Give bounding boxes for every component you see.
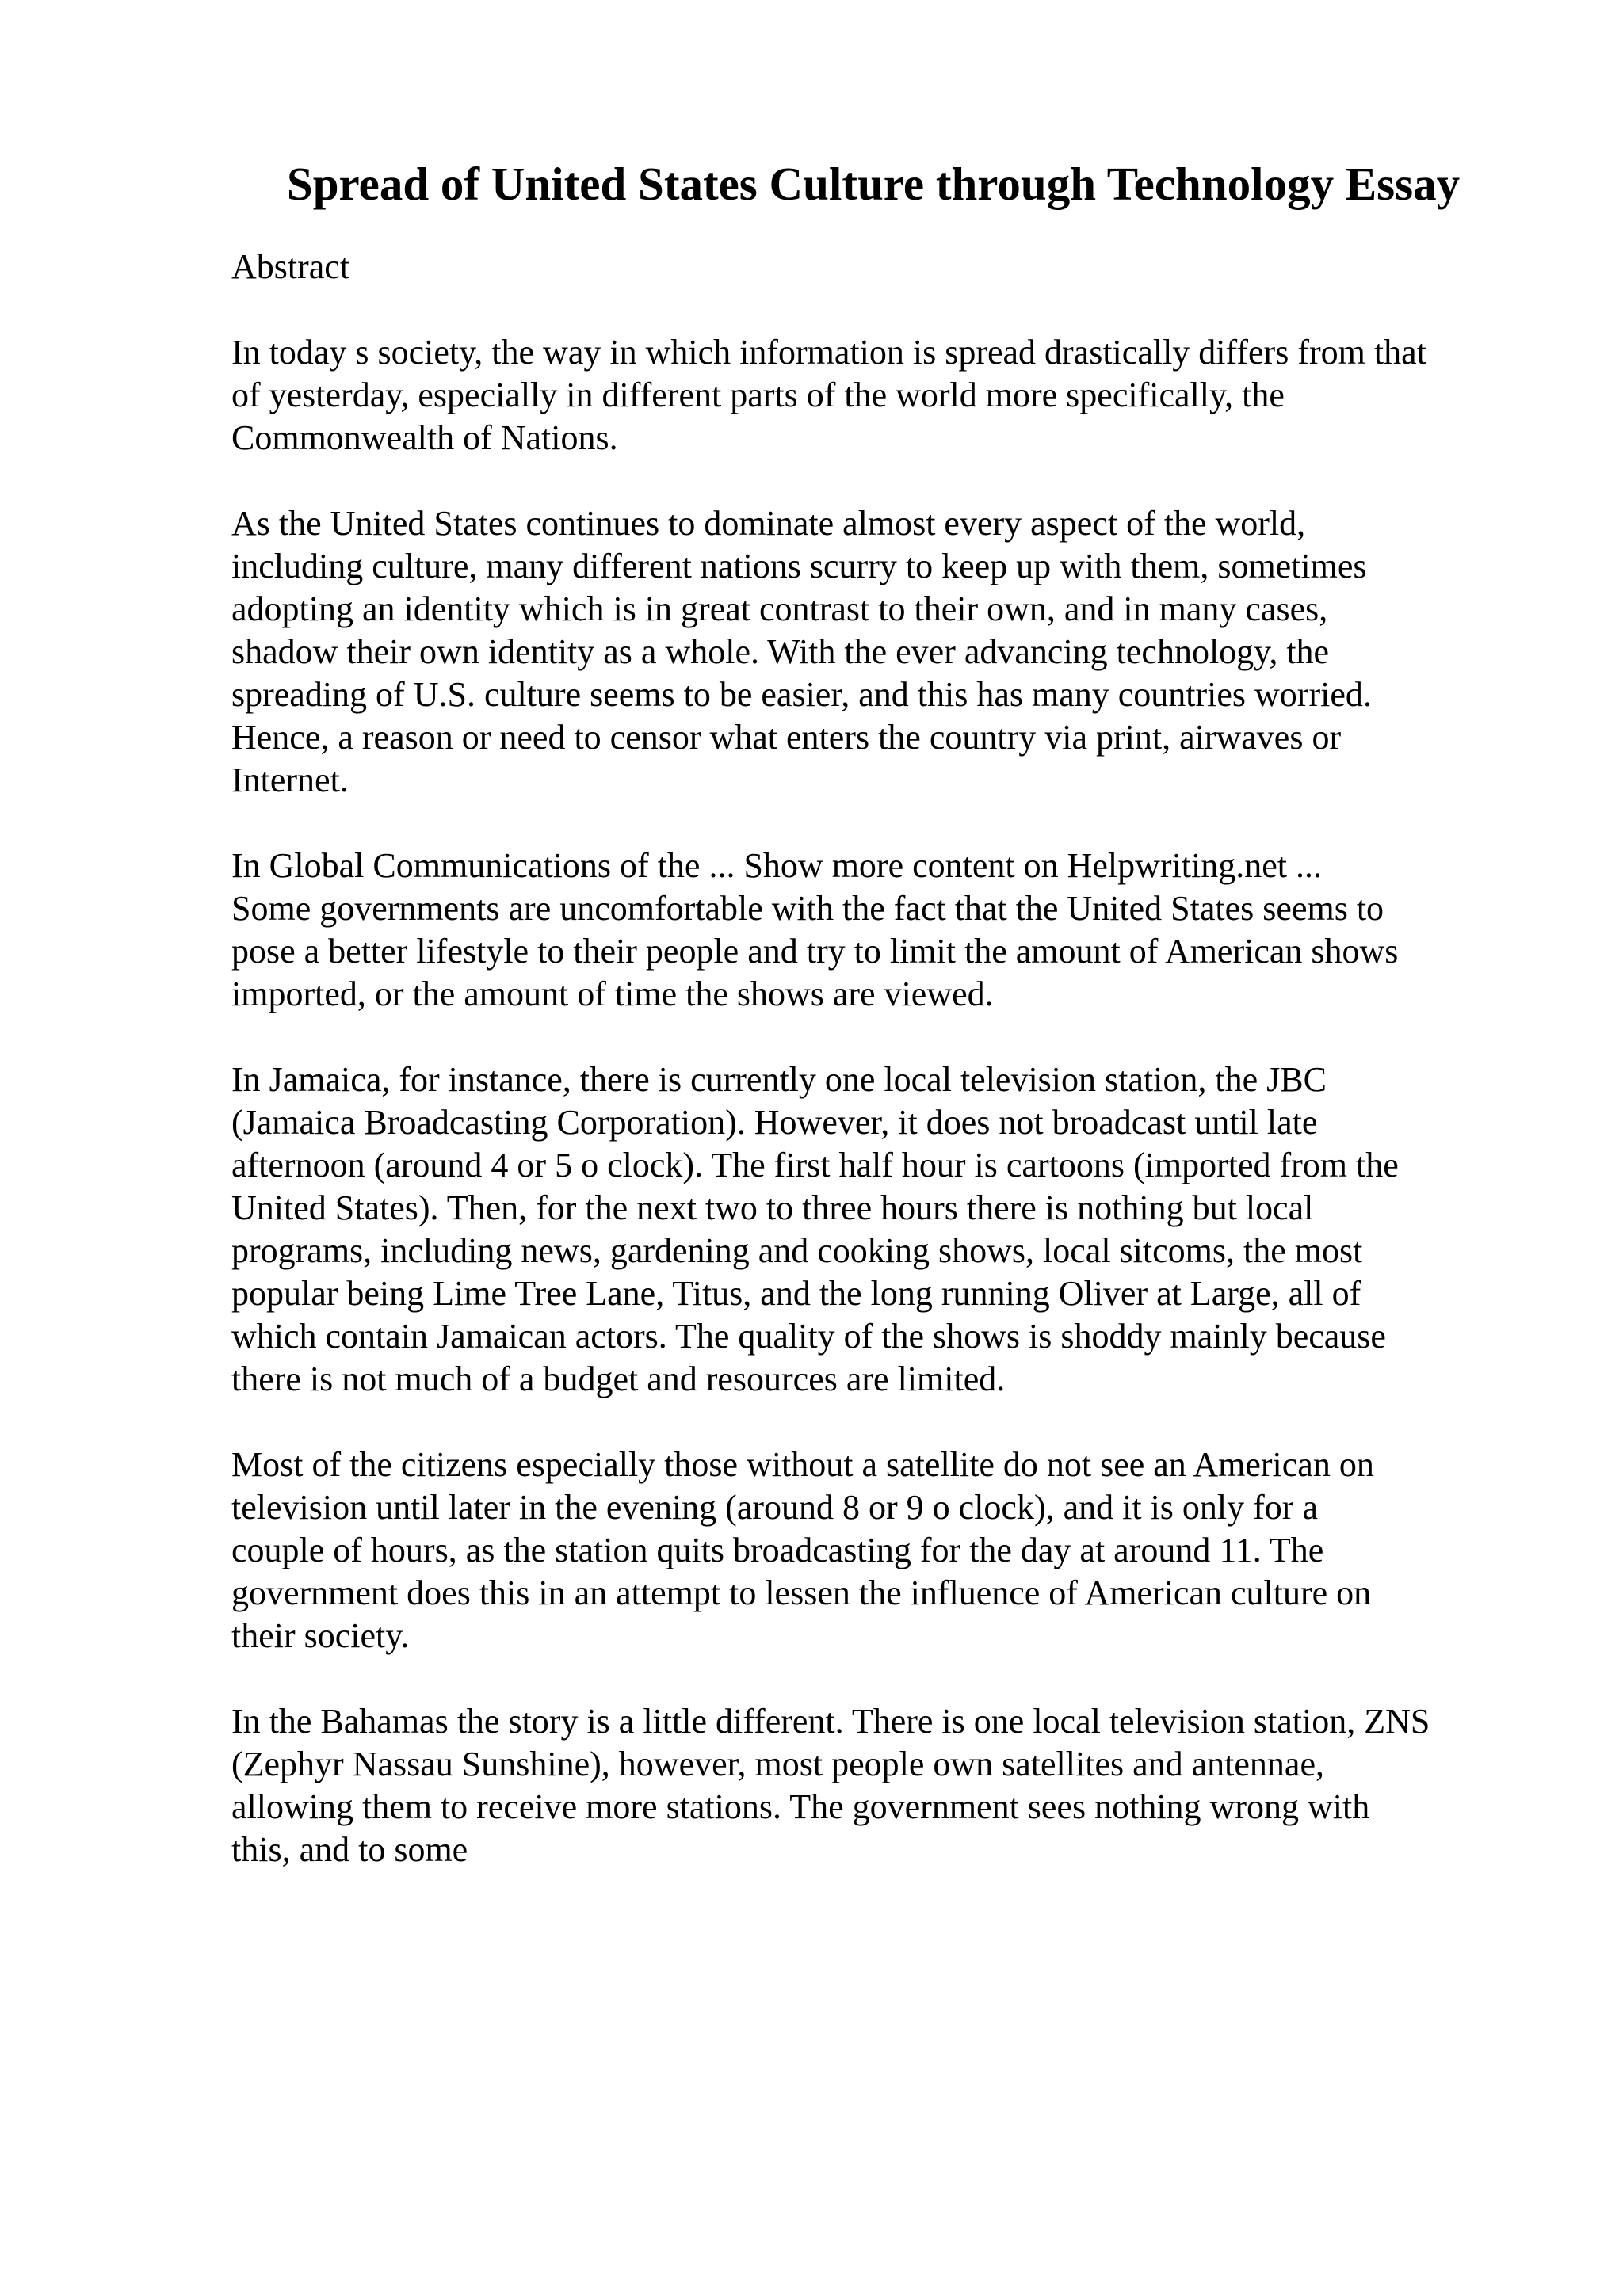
document-title: Spread of United States Culture through Technology Essay xyxy=(286,158,1461,210)
text-line: As the United States continues to dominate almost every aspect of the world, xyxy=(231,504,1306,543)
text-line: their society. xyxy=(231,1616,410,1655)
paragraph-bahamas xyxy=(231,1700,1430,1871)
text-line: television until later in the evening (around 8 or 9 o clock), and it is only for a xyxy=(231,1488,1318,1527)
text-line: afternoon (around 4 or 5 o clock). The first half hour is cartoons (imported from the xyxy=(231,1146,1399,1184)
text-line: imported, or the amount of time the shows are viewed. xyxy=(231,974,994,1013)
text-line: Commonwealth of Nations. xyxy=(231,418,618,457)
text-line: Hence, a reason or need to censor what enters the country via print, airwaves or xyxy=(231,718,1342,757)
text-line: United States). Then, for the next two to three hours there is nothing but local xyxy=(231,1188,1314,1227)
paragraph-global-communications xyxy=(231,845,1398,1016)
text-line: government does this in an attempt to lessen the influence of American culture on xyxy=(231,1573,1372,1612)
text-line: shadow their own identity as a whole. With the ever advancing technology, the xyxy=(231,632,1330,671)
text-line: couple of hours, as the station quits broadcasting for the day at around 11. The xyxy=(231,1531,1324,1569)
text-line: of yesterday, especially in different parts of the world more specifically, the xyxy=(231,376,1285,414)
text-line: there is not much of a budget and resources are limited. xyxy=(231,1360,1006,1398)
paragraph-citizens xyxy=(231,1444,1374,1657)
text-line: adopting an identity which is in great contrast to their own, and in many cases, xyxy=(231,589,1328,628)
text-line: (Zephyr Nassau Sunshine), however, most people own satellites and antennae, xyxy=(231,1745,1324,1783)
paragraph-intro xyxy=(231,331,1426,460)
text-line: this, and to some xyxy=(231,1830,468,1869)
paragraph-jamaica xyxy=(231,1058,1399,1401)
text-line: (Jamaica Broadcasting Corporation). However, it does not broadcast until late xyxy=(231,1103,1318,1142)
text-line: popular being Lime Tree Lane, Titus, and the long running Oliver at Large, all of xyxy=(231,1274,1361,1313)
text-line: In Global Communications of the ... Show more content on Helpwriting.net ... xyxy=(231,846,1323,885)
text-line: pose a better lifestyle to their people and try to limit the amount of American shows xyxy=(231,932,1399,971)
text-line: programs, including news, gardening and cooking shows, local sitcoms, the most xyxy=(231,1231,1363,1270)
text-line: In today s society, the way in which information is spread drastically differs from that xyxy=(231,333,1426,372)
text-line: spreading of U.S. culture seems to be easier, and this has many countries worried. xyxy=(231,675,1372,714)
text-line: including culture, many different nations scurry to keep up with them, sometimes xyxy=(231,547,1367,585)
text-line: In the Bahamas the story is a little different. There is one local television station, ZNS xyxy=(231,1702,1430,1741)
text-line: Some governments are uncomfortable with the fact that the United States seems to xyxy=(231,889,1384,928)
text-line: which contain Jamaican actors. The quality of the shows is shoddy mainly because xyxy=(231,1317,1386,1356)
abstract-heading: Abstract xyxy=(231,247,350,286)
text-line: Internet. xyxy=(231,761,349,799)
text-line: In Jamaica, for instance, there is currently one local television station, the JBC xyxy=(231,1060,1327,1099)
text-line: allowing them to receive more stations. The government sees nothing wrong with xyxy=(231,1787,1370,1826)
text-line: Most of the citizens especially those without a satellite do not see an American on xyxy=(231,1445,1374,1484)
paragraph-us-dominance xyxy=(231,502,1372,802)
